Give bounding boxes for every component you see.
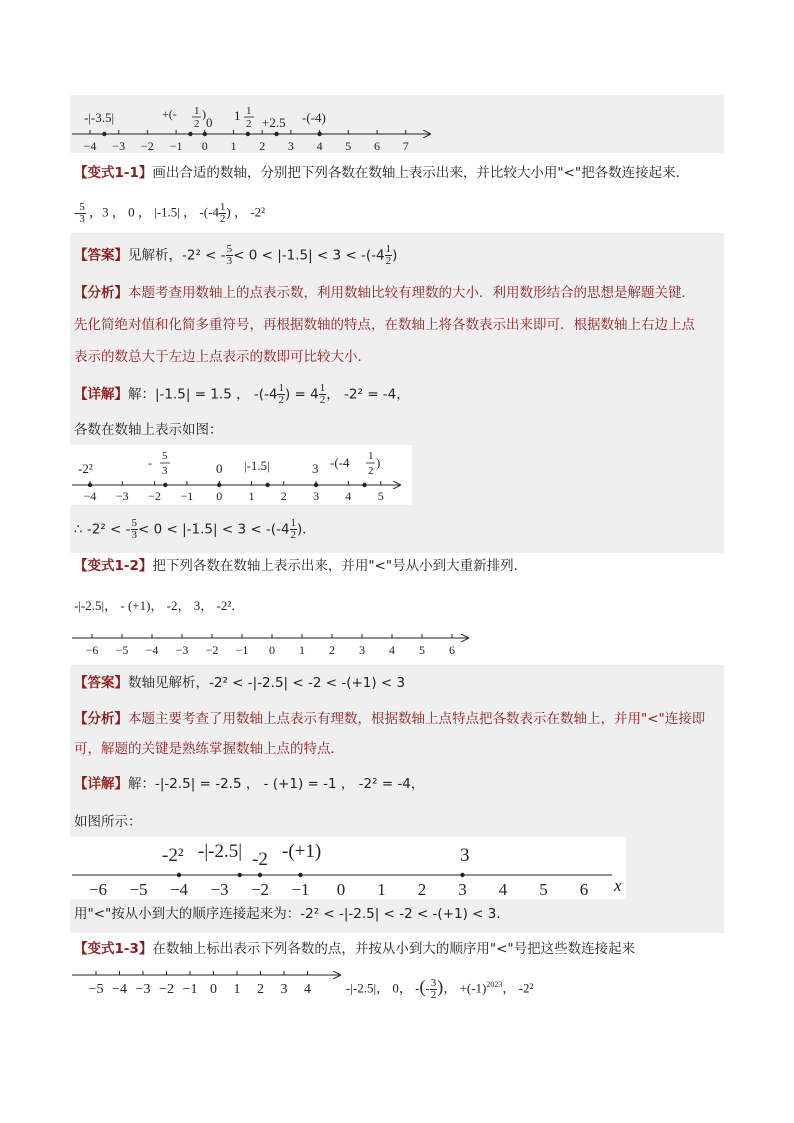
label-5: 5 [162,450,168,462]
axis-tick-label: 6 [374,139,380,153]
number-line-v12-blank [70,628,475,664]
axis-tick-label: −1 [180,489,194,503]
axis-tick-label: 3 [313,489,320,503]
v12-conclusion: 用"<"按从小到大的顺序连接起来为：-2² < -|-2.5| < -2 < -(+1) < 3． [74,906,510,922]
label-big-neg-2: -2 [252,849,268,870]
label-zero: 0 [206,115,213,130]
axis-tick-label: −1 [235,643,249,657]
label-neg-2-sq: -2² [78,461,93,476]
axis-tick-label: 4 [389,643,395,657]
axis-tick-label: 6 [449,643,455,657]
axis-tick-label: 0 [210,982,217,997]
axis-point [460,873,464,877]
axis-tick-label: 0 [269,643,275,657]
axis-tick-label: −3 [175,643,189,657]
axis-tick-label: 3 [287,139,294,153]
axis-tick-label: 5 [345,139,352,153]
axis-tick-label: 6 [579,880,589,899]
axis-tick-label: −1 [291,880,310,899]
axis-point [317,132,321,136]
v11-figure-caption: 各数在数轴上表示如图： [74,422,223,438]
axis-tick-label: 1 [248,489,255,503]
label-neg-neg-4: -(-4) [302,110,326,125]
label-plus-paren: +(- [162,107,177,121]
v12-figure-caption: 如图所示： [74,814,142,830]
label-half-den: 2 [368,465,374,477]
axis-tick-label: −4 [83,489,97,503]
axis-tick-label: 3 [280,982,288,997]
axis-point [314,483,318,487]
axis-tick-label: 4 [345,489,352,503]
v11-answer: 【答案】见解析，-2² < - $\frac{5}{3}$ < 0 < |-1.5| < 3 < -(-4 $\frac{1}{2}$ ) [74,243,398,267]
axis-tick-label: −4 [169,880,189,899]
axis-tick-label: 5 [377,489,384,503]
axis-tick-label: 2 [417,880,427,899]
number-line-v11 [70,445,412,505]
number-line-v13 [70,965,345,999]
axis-tick-label: 2 [280,489,287,503]
v11-tag: 【变式1-1】 [74,165,153,181]
v11-analysis-1: 【分析】本题考查用数轴上的点表示数，利用数轴比较有理数的大小．利用数形结合的思想是解题关键． [74,285,695,301]
axis-tick-label: 5 [539,880,548,899]
number-line-v12-answer [70,837,626,899]
v13-numbers: -|-2.5|， 0， -(- $\frac{3}{2}$ )， $+(-1)^{2023}$， -2² [346,976,534,1001]
axis-tick-label: −4 [145,643,159,657]
axis-tick-label: −6 [88,880,108,899]
axis-tick-label: 0 [336,880,346,899]
axis-tick-label: 1 [377,880,386,899]
v12-detail: 【详解】解：-|-2.5| = -2.5 ， - (+1) = -1 ， -2² = -4， [74,776,425,792]
axis-tick-label: −4 [83,139,97,153]
axis-tick-label: 1 [299,643,305,657]
v11-analysis-3: 表示的数总大于左边上点表示的数即可比较大小． [74,349,371,365]
v12-numbers: -|-2.5|， - (+1)， -2， 3， -2²． [74,598,245,613]
axis-point [238,873,242,877]
label-one-half-num: 1 [246,105,252,117]
axis-tick-label: −6 [85,643,99,657]
label-three: 3 [312,461,319,476]
axis-tick-label: 0 [216,489,223,503]
label-big-neg-plus-1: -(+1) [282,841,322,862]
v12-question: 【变式1-2】把下列各数在数轴上表示出来，并用"<"号从小到大重新排列． [74,558,528,574]
axis-tick-label: −3 [135,982,151,997]
v11-analysis-2: 先化简绝对值和化简多重符号，再根据数轴的特点，在数轴上将各数表示出来即可．根据数轴上右边上点 [74,317,695,333]
axis-tick-label: −3 [115,489,129,503]
label-big-3: 3 [460,845,470,866]
label-frac-num: 1 [194,105,200,117]
axis-tick-label: −4 [112,982,127,997]
label-plus-2-5: +2.5 [262,115,286,130]
axis-point [274,132,278,136]
label-big-neg-2-sq: -2² [162,845,184,866]
axis-tick-label: −2 [205,643,219,657]
axis-point [298,873,302,877]
axis-tick-label: 3 [359,643,365,657]
label-close: ) [376,455,381,470]
axis-tick-label: 4 [316,139,323,153]
v11-question: 【变式1-1】画出合适的数轴，分别把下列各数在数轴上表示出来，并比较大小用"<"把各数连接起来． [74,165,690,181]
axis-point [265,483,269,487]
axis-tick-label: −2 [159,982,174,997]
axis-tick-label: 2 [329,643,335,657]
axis-tick-label: 4 [498,880,508,899]
axis-point [188,132,192,136]
axis-tick-label: 0 [201,139,208,153]
v13-question: 【变式1-3】在数轴上标出表示下列各数的点，并按从小到大的顺序用"<"号把这些数连接起来 [74,941,636,957]
v11-conclusion: ∴ -2² < - $\frac{5}{3}$ < 0 < |-1.5| < 3 < -(-4 $\frac{1}{2}$ )． [74,517,316,541]
axis-tick-label: −3 [112,139,126,153]
label-abs-1-5: |-1.5| [244,458,270,473]
axis-tick-label: −2 [141,139,154,153]
label-x: x [614,876,622,895]
axis-point [217,483,221,487]
axis-point [88,483,92,487]
axis-tick-label: 1 [230,139,237,153]
label-abs-3-5: -|-3.5| [84,110,115,125]
v12-answer: 【答案】数轴见解析，-2² < -|-2.5| < -2 < -(+1) < 3 [74,675,406,691]
axis-tick-label: −2 [250,880,270,899]
axis-point [203,132,207,136]
label-neg-neg-4-half: -(-4 [330,455,350,470]
axis-tick-label: 2 [259,139,266,153]
number-line-top [70,98,440,154]
axis-tick-label: −5 [115,643,129,657]
axis-tick-label: 2 [257,982,264,997]
axis-point [258,873,262,877]
axis-point [102,132,106,136]
label-paren-close: ) [202,107,206,121]
axis-tick-label: 7 [402,139,409,153]
v12-analysis-1: 【分析】本题主要考查了用数轴上点表示有理数，根据数轴上点特点把各数表示在数轴上，并用"<"连接即 [74,711,706,727]
v11-detail: 【详解】解：|-1.5| = 1.5 ， -(-4 $\frac{1}{2}$ ) = 4 $\frac{1}{2}$ ， -2² = -4， [74,382,410,406]
label-one-half-den: 2 [246,118,252,130]
label-half-num: 1 [368,450,374,462]
axis-tick-label: −1 [182,982,198,997]
axis-tick-label: −1 [169,139,183,153]
axis-tick-label: −2 [148,489,161,503]
v12-analysis-2: 可，解题的关键是熟练掌握数轴上点的特点． [74,741,344,757]
axis-tick-label: −5 [129,880,148,899]
label-3: 3 [162,465,168,477]
axis-tick-label: 4 [304,982,311,997]
axis-tick-label: 3 [458,880,467,899]
label-big-abs-2-5: -|-2.5| [198,841,243,862]
label-neg-sign: - [148,456,152,470]
axis-tick-label: −3 [210,880,229,899]
axis-point [246,132,250,136]
axis-point [163,483,167,487]
v11-numbers: - $\frac{5}{3}$ ，3 ， 0 ， |-1.5| ， -(-4 $\frac{1}{2}$ ) ， -2² [74,201,265,225]
label-zero-2: 0 [216,461,223,476]
label-one-half-int: 1 [234,108,241,123]
axis-point [177,873,181,877]
axis-tick-label: 5 [419,643,425,657]
label-frac-den: 2 [194,118,200,130]
axis-tick-label: 1 [233,982,241,997]
axis-point [362,483,366,487]
axis-tick-label: −5 [88,982,104,997]
